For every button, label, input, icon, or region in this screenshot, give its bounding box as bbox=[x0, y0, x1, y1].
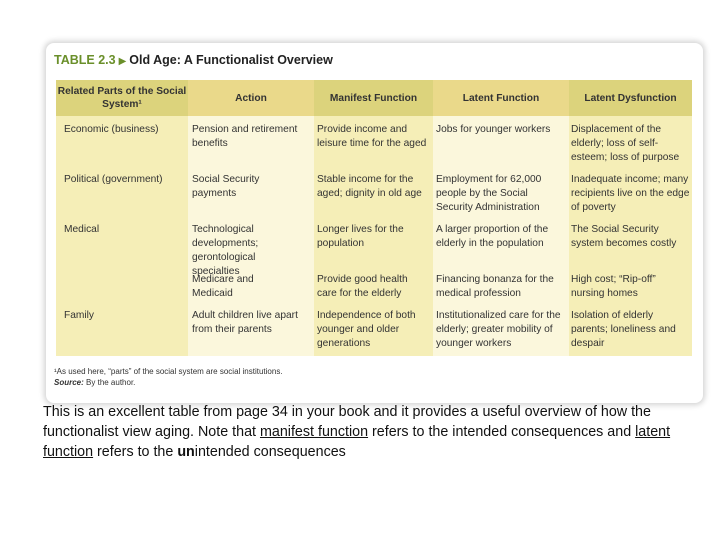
cell-manifest: Independence of both younger and older generations bbox=[317, 310, 416, 349]
source-label: Source: bbox=[54, 378, 84, 387]
triangle-icon: ▶ bbox=[118, 56, 127, 67]
table-figure bbox=[46, 43, 703, 403]
latent-function-term: latent function bbox=[43, 424, 671, 460]
cell-manifest: Stable income for the aged; dignity in old age bbox=[317, 174, 422, 199]
cell-manifest: Provide income and leisure time for the aged bbox=[317, 124, 427, 149]
table-label: TABLE 2.3 bbox=[54, 53, 116, 67]
cell-dysfunction: Inadequate income; many recipients live on the edge of poverty bbox=[571, 174, 690, 213]
cell-action: Medicare and Medicaid bbox=[192, 274, 254, 299]
header-latent-function: Latent Function bbox=[433, 80, 569, 116]
cell-action: Pension and retirement benefits bbox=[192, 124, 298, 149]
cell-action: Social Security payments bbox=[192, 174, 260, 199]
cell-dysfunction: Isolation of elderly parents; loneliness and despair bbox=[571, 310, 676, 349]
cell-dysfunction: The Social Security system becomes costly bbox=[571, 224, 677, 249]
table-footnote bbox=[54, 366, 283, 388]
caption-part-3: refers to the bbox=[93, 444, 178, 460]
cell-latent: Jobs for younger workers bbox=[436, 124, 551, 135]
cell-dysfunction: Displacement of the elderly; loss of self-esteem; loss of purpose bbox=[571, 124, 680, 163]
cell-dysfunction: High cost; “Rip-off” nursing homes bbox=[571, 274, 656, 299]
caption-part-4: intended consequences bbox=[194, 444, 346, 460]
cell-part: Medical bbox=[64, 224, 100, 235]
manifest-function-term: manifest function bbox=[259, 424, 369, 440]
caption-part-1: This is an excellent table from page 34 in your book and it provides a useful overview of how the functionalist view aging. Note that bbox=[43, 404, 651, 440]
cell-latent: Employment for 62,000 people by the Social Security Administration bbox=[436, 174, 542, 213]
cell-latent: Financing bonanza for the medical profession bbox=[436, 274, 554, 299]
slide-caption bbox=[43, 402, 713, 462]
table-title-text: Old Age: A Functionalist Overview bbox=[129, 53, 333, 67]
cell-manifest: Longer lives for the population bbox=[317, 224, 404, 249]
header-related-parts: Related Parts of the Social System¹ bbox=[56, 80, 188, 116]
un-emphasis: un bbox=[177, 444, 195, 460]
header-latent-dysfunction: Latent Dysfunction bbox=[569, 80, 692, 116]
header-action: Action bbox=[188, 80, 314, 116]
cell-part: Family bbox=[64, 310, 94, 321]
cell-part: Economic (business) bbox=[64, 124, 159, 135]
cell-manifest: Provide good health care for the elderly bbox=[317, 274, 408, 299]
cell-action: Technological developments; gerontological specialties bbox=[192, 224, 259, 277]
source-line bbox=[54, 377, 283, 388]
footnote-text: ¹As used here, “parts” of the social system are social institutions. bbox=[54, 367, 283, 376]
functionalist-table bbox=[56, 80, 692, 356]
table-title bbox=[54, 53, 333, 67]
header-manifest-function: Manifest Function bbox=[314, 80, 433, 116]
source-text: By the author. bbox=[86, 378, 136, 387]
cell-latent: A larger proportion of the elderly in the population bbox=[436, 224, 549, 249]
cell-part: Political (government) bbox=[64, 174, 163, 185]
cell-latent: Institutionalized care for the elderly; greater mobility of younger workers bbox=[436, 310, 561, 349]
cell-action: Adult children live apart from their parents bbox=[192, 310, 298, 335]
caption-part-2: refers to the intended consequences and bbox=[368, 424, 636, 440]
